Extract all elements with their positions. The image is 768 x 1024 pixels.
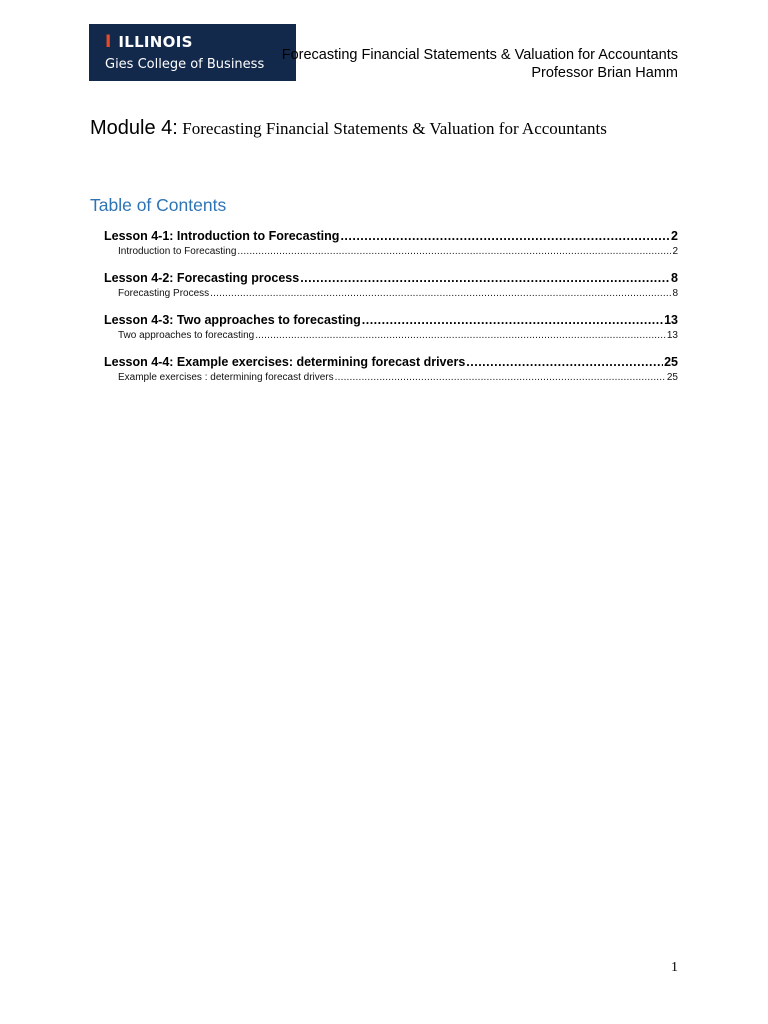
module-label: Module 4: [90,117,178,139]
header-professor: Professor Brian Hamm [531,65,678,81]
logo-wordmark: ILLINOIS [118,33,193,51]
block-i-icon: I [105,32,112,52]
toc-sub-two-approaches[interactable] [104,329,678,354]
toc-dot-leader [335,371,666,385]
table-of-contents [104,228,678,396]
toc-dot-leader [300,270,670,287]
illinois-gies-logo [89,24,296,81]
logo-subtitle: Gies College of Business [105,57,265,72]
toc-entry-title: Forecasting Process [118,288,210,299]
toc-entry-title: Lesson 4-2: Forecasting process [104,271,300,285]
logo-top-row [105,34,193,51]
toc-entry-page: 25 [664,355,678,369]
toc-entry-page: 13 [664,313,678,327]
toc-entry-page: 8 [671,271,678,285]
toc-dot-leader [340,228,670,245]
toc-entry-page: 8 [672,288,678,299]
toc-sub-forecasting-process[interactable] [104,287,678,312]
toc-entry-page: 2 [672,246,678,257]
toc-entry-title: Lesson 4-1: Introduction to Forecasting [104,229,340,243]
toc-sub-introduction-to-forecasting[interactable] [104,245,678,270]
toc-entry-title: Lesson 4-3: Two approaches to forecasting [104,313,361,327]
module-name: Forecasting Financial Statements & Valuation for Accountants [182,119,607,138]
toc-dot-leader [237,245,671,259]
page-number: 1 [671,960,678,975]
toc-entry-title: Example exercises : determining forecast drivers [118,372,334,383]
toc-entry-page: 13 [666,330,678,341]
toc-entry-title: Introduction to Forecasting [118,246,237,257]
toc-sub-example-exercises[interactable] [104,371,678,396]
toc-heading: Table of Contents [90,195,227,215]
toc-dot-leader [255,329,666,343]
toc-entry-title: Two approaches to forecasting [118,330,255,341]
header-course-title: Forecasting Financial Statements & Valuation for Accountants [281,47,678,63]
toc-lesson-4-2[interactable] [104,270,678,287]
toc-entry-title: Lesson 4-4: Example exercises: determining forecast drivers [104,355,466,369]
toc-dot-leader [210,287,671,301]
toc-lesson-4-3[interactable] [104,312,678,329]
toc-lesson-4-1[interactable] [104,228,678,245]
module-heading [90,117,607,140]
toc-entry-page: 25 [666,372,678,383]
toc-dot-leader [362,312,663,329]
toc-dot-leader [466,354,663,371]
toc-lesson-4-4[interactable] [104,354,678,371]
toc-entry-page: 2 [671,229,678,243]
